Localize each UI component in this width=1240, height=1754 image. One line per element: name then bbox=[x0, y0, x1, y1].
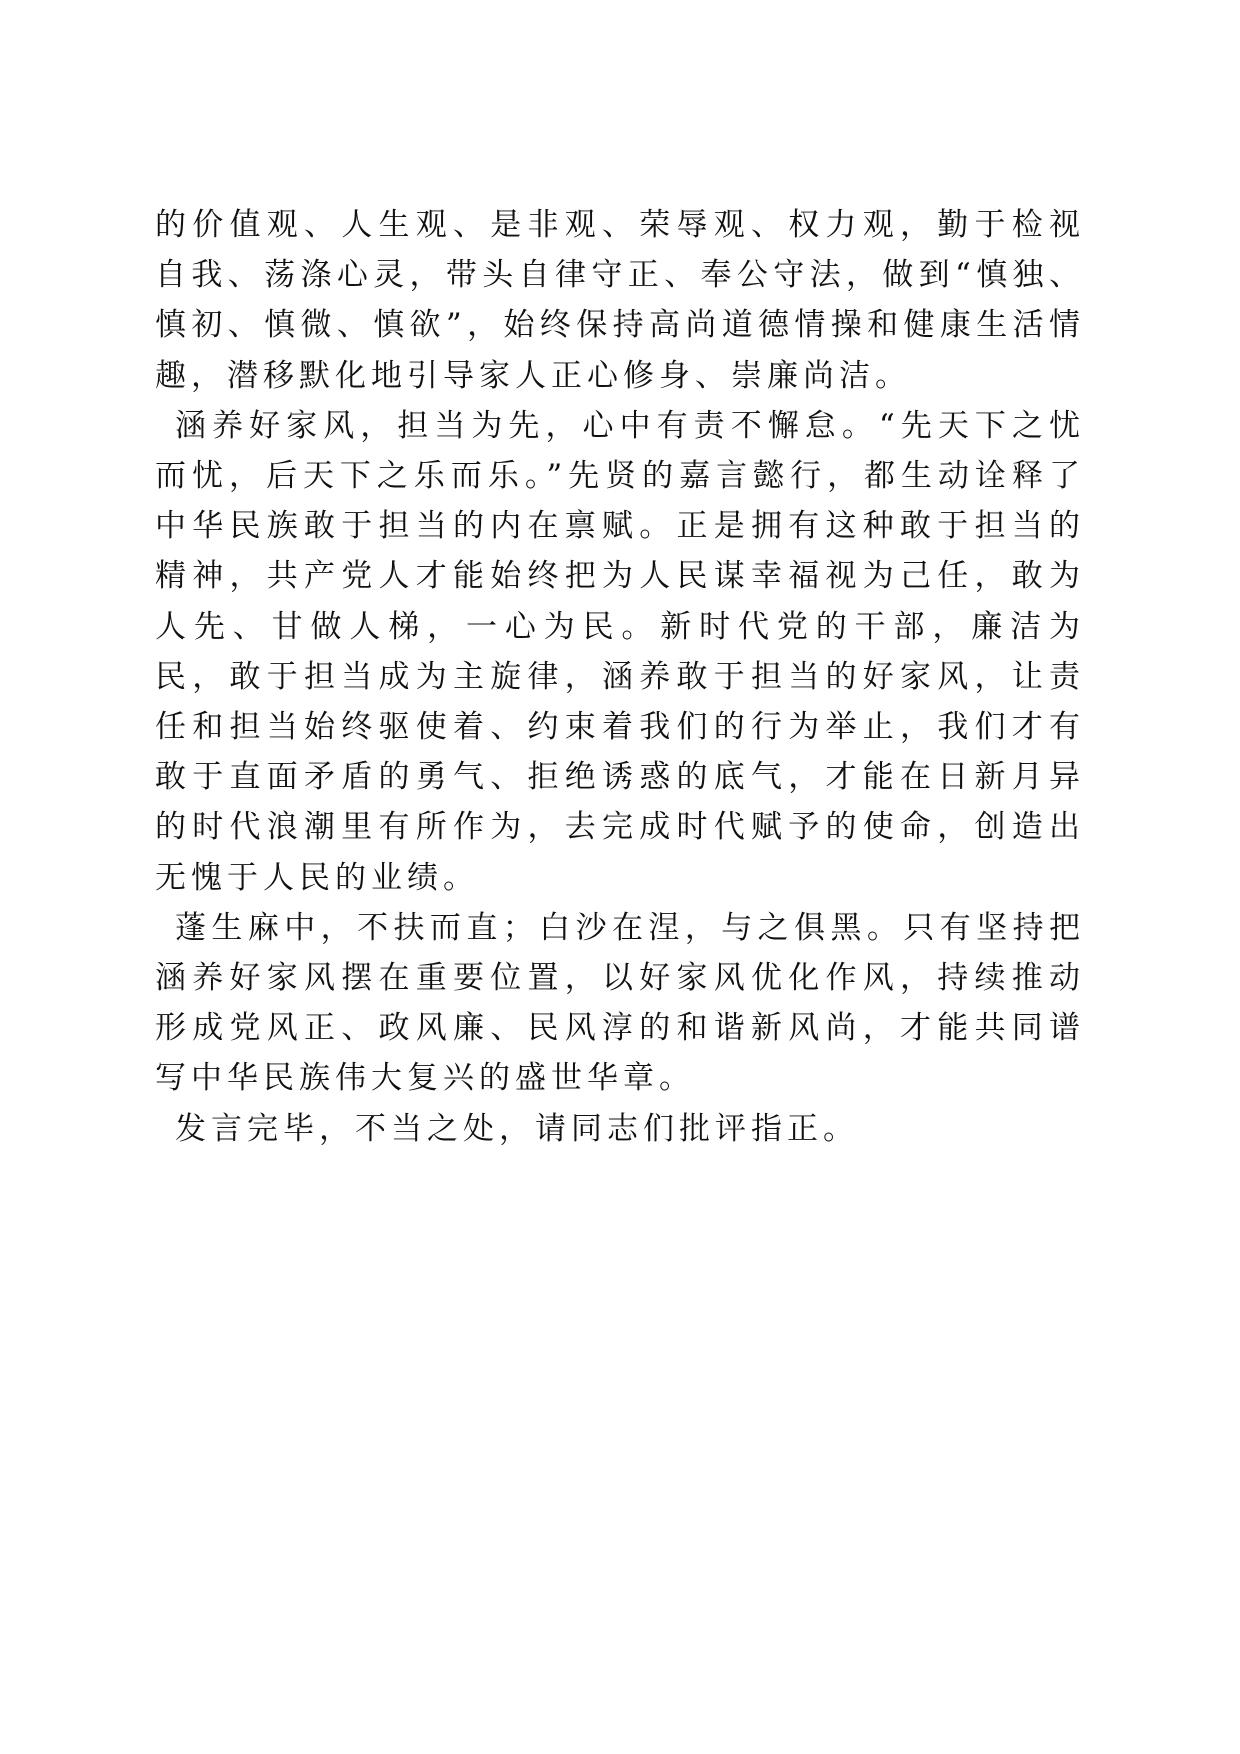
paragraph-closing-remark: 发言完毕，不当之处，请同志们批评指正。 bbox=[175, 1110, 859, 1147]
paragraph-conclusion: 蓬生麻中，不扶而直；白沙在涅，与之俱黑。只有坚持把涵养好家风摆在重要位置，以好家风优化作风，持续推动形成党风正、政风廉、民风淳的和谐新风尚，才能共同谱写中华民族伟大复兴的盛世华章。 bbox=[155, 909, 1085, 1097]
paragraph-family-responsibility: 涵养好家风，担当为先，心中有责不懈怠。“先天下之忧而忧，后天下之乐而乐。”先贤的嘉言懿行，都生动诠释了中华民族敢于担当的内在禀赋。正是拥有这种敢于担当的精神，共产党人才能始终把为人民谋幸福视为己任，敢为人先、甘做人梯，一心为民。新时代党的干部，廉洁为民，敢于担当成为主旋律，涵养敢于担当的好家风，让责任和担当始终驱使着、约束着我们的行为举止，我们才有敢于直面矛盾的勇气、拒绝诱惑的底气，才能在日新月异的时代浪潮里有所作为，去完成时代赋予的使命，创造出无愧于人民的业绩。 bbox=[155, 407, 1085, 896]
document-body bbox=[155, 200, 1085, 1154]
paragraph-continuation: 的价值观、人生观、是非观、荣辱观、权力观，勤于检视自我、荡涤心灵，带头自律守正、奉公守法，做到“慎独、慎初、慎微、慎欲”，始终保持高尚道德情操和健康生活情趣，潜移默化地引导家人正心修身、崇廉尚洁。 bbox=[155, 207, 1085, 394]
